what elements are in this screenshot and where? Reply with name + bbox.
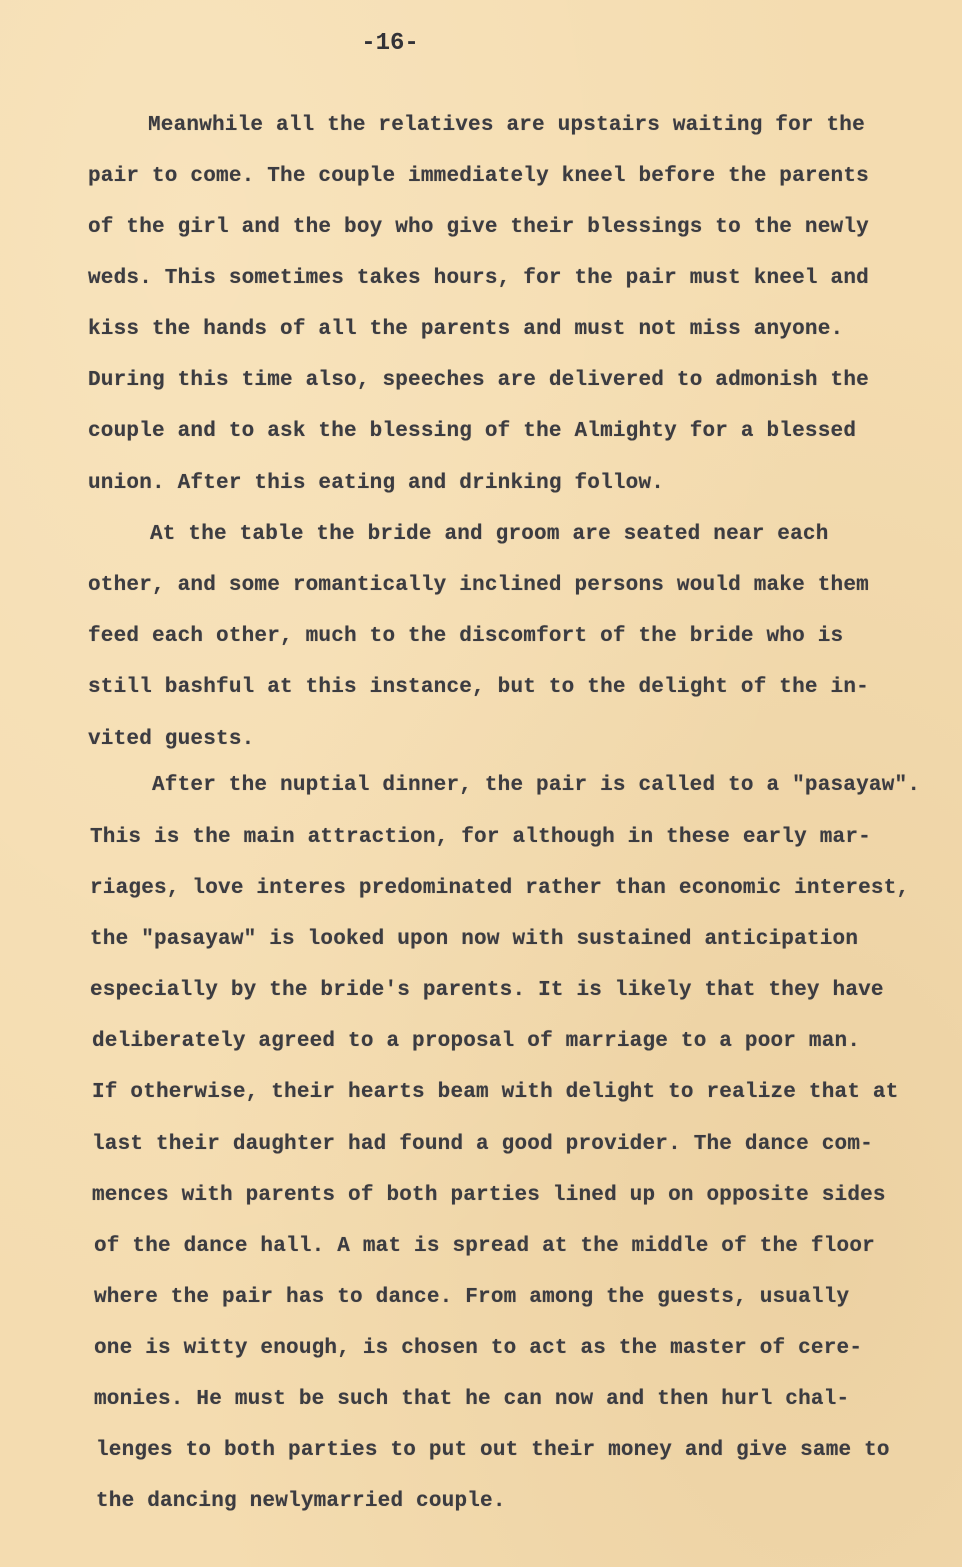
text-line: This is the main attraction, for although in these early mar- — [90, 826, 871, 849]
text-line: weds. This sometimes takes hours, for the pair must kneel and — [88, 267, 869, 290]
text-line: vited guests. — [88, 728, 255, 751]
text-line: riages, love interes predominated rather than economic interest, — [90, 877, 910, 900]
text-line: feed each other, much to the discomfort of the bride who is — [88, 625, 844, 648]
text-line: lenges to both parties to put out their money and give same to — [96, 1439, 890, 1462]
text-line: one is witty enough, is chosen to act as the master of cere- — [94, 1337, 863, 1360]
page-number: -16- — [361, 30, 419, 57]
text-line: After the nuptial dinner, the pair is called to a "pasayaw". — [152, 774, 921, 797]
text-line: Meanwhile all the relatives are upstairs waiting for the — [148, 114, 865, 137]
text-line: where the pair has to dance. From among the guests, usually — [94, 1286, 850, 1309]
text-line: the dancing newlymarried couple. — [96, 1490, 506, 1513]
text-line: couple and to ask the blessing of the Almighty for a blessed — [88, 420, 857, 443]
text-line: kiss the hands of all the parents and must not miss anyone. — [88, 318, 844, 341]
text-line: other, and some romantically inclined persons would make them — [88, 574, 869, 597]
text-line: At the table the bride and groom are seated near each — [150, 523, 829, 546]
text-line: especially by the bride's parents. It is likely that they have — [90, 979, 884, 1002]
text-line: deliberately agreed to a proposal of marriage to a poor man. — [92, 1030, 861, 1053]
text-line: last their daughter had found a good provider. The dance com- — [92, 1133, 873, 1156]
text-line: the "pasayaw" is looked upon now with sustained anticipation — [90, 928, 859, 951]
text-line: union. After this eating and drinking follow. — [88, 472, 665, 495]
text-line: If otherwise, their hearts beam with delight to realize that at — [92, 1081, 899, 1104]
text-line: pair to come. The couple immediately kneel before the parents — [88, 165, 869, 188]
text-line: During this time also, speeches are delivered to admonish the — [88, 369, 869, 392]
text-line: of the dance hall. A mat is spread at the middle of the floor — [94, 1235, 875, 1258]
text-line: monies. He must be such that he can now and then hurl chal- — [94, 1388, 850, 1411]
text-line: of the girl and the boy who give their blessings to the newly — [88, 216, 869, 239]
text-line: mences with parents of both parties lined up on opposite sides — [92, 1184, 886, 1207]
text-line: still bashful at this instance, but to the delight of the in- — [88, 676, 869, 699]
